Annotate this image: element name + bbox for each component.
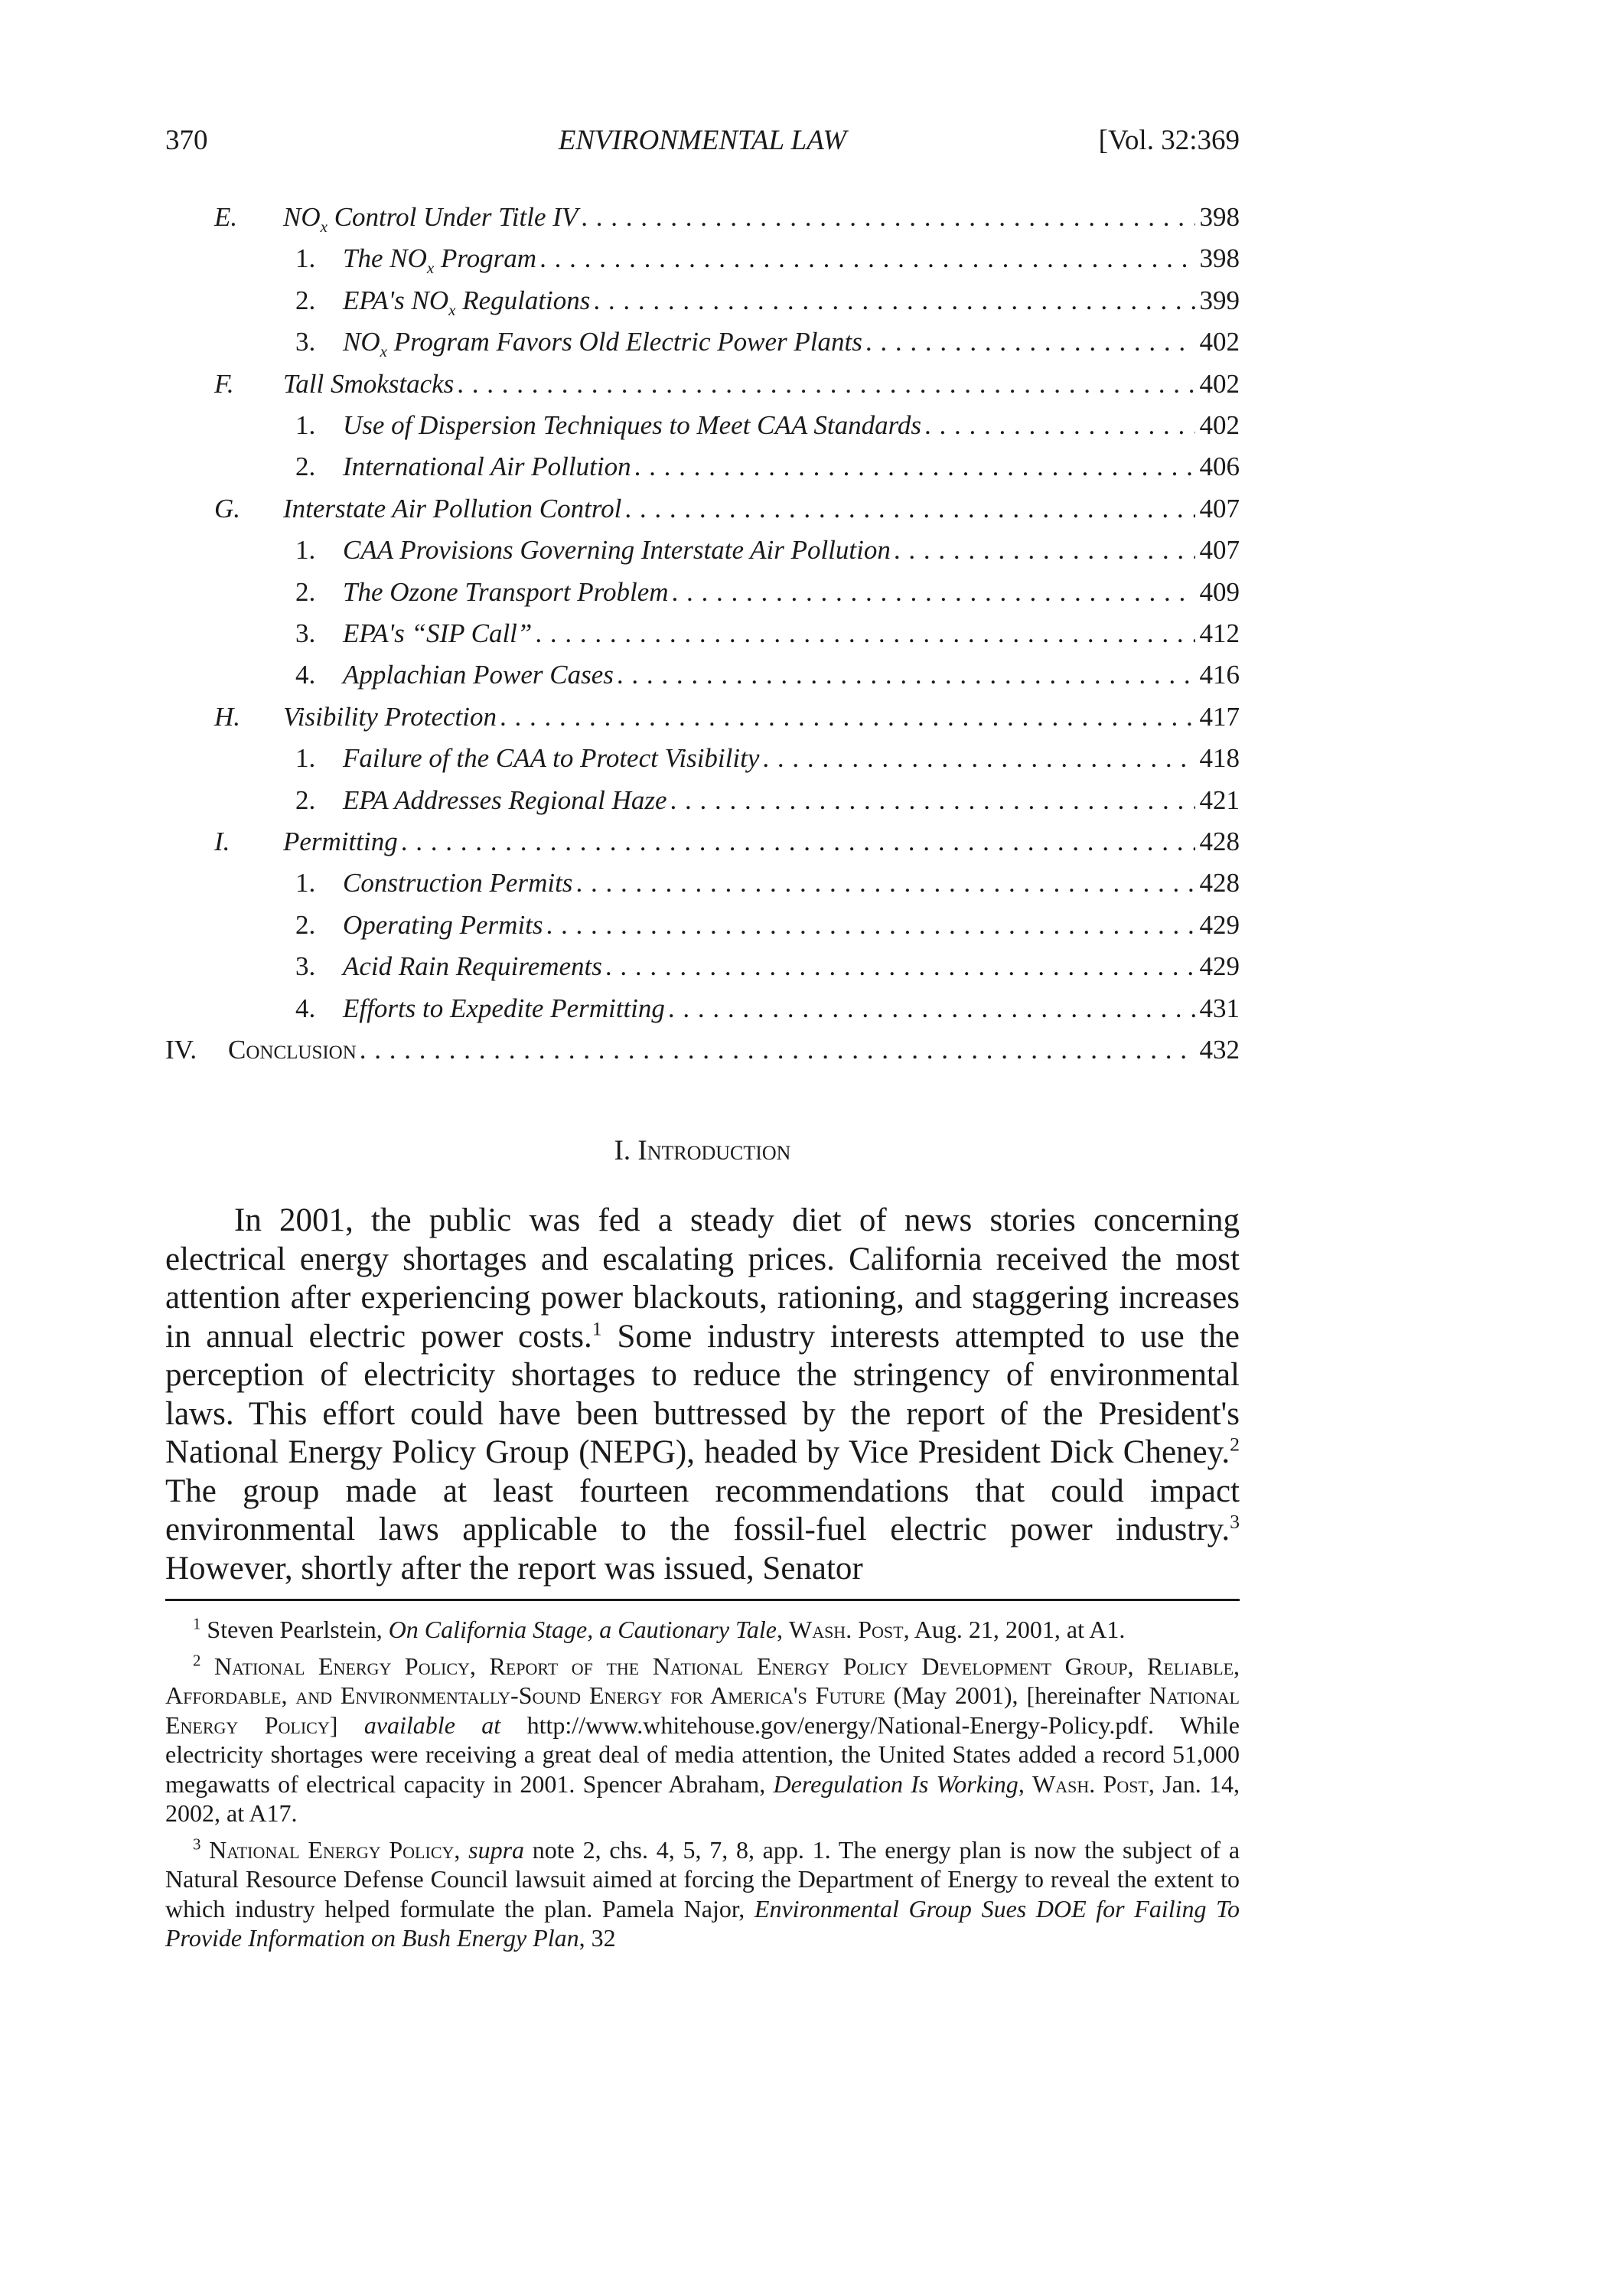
- toc-page-number: 402: [1199, 327, 1240, 357]
- toc-marker: 4.: [295, 993, 316, 1023]
- toc-entry: [165, 1035, 1240, 1076]
- footnotes: [165, 1615, 1240, 1960]
- toc-page-number: 398: [1199, 243, 1240, 274]
- footnote-number: 3: [193, 1835, 201, 1853]
- body-sentence: The group made at least fourteen recommendations that could impact environmental laws applicable to the fossil-fuel electric power industry.: [165, 1473, 1240, 1548]
- toc-entry: [165, 868, 1240, 909]
- body-sentence: In 2001, the public was fed a steady diet of news stories concerning electrical energy shortages and escalating prices. California received the most attention after experiencing power blackouts, rationing, and staggering increases in annual electric power costs.: [165, 1202, 1240, 1355]
- footnote-number: 2: [193, 1651, 201, 1669]
- toc-leader-dots: [865, 327, 1195, 357]
- toc-page-number: 409: [1199, 576, 1240, 607]
- toc-page-number: 432: [1199, 1035, 1240, 1065]
- footnote-text: Steven Pearlstein,: [207, 1616, 389, 1643]
- toc-leader-dots: [401, 827, 1195, 857]
- toc-marker: 2.: [295, 576, 316, 607]
- toc-title: Failure of the CAA to Protect Visibility: [343, 743, 760, 774]
- toc-page-number: 407: [1199, 535, 1240, 566]
- footnote-short-title: National Energy Policy: [209, 1835, 455, 1864]
- toc-page-number: 407: [1199, 493, 1240, 523]
- toc-entry: [165, 494, 1240, 535]
- toc-marker: 2.: [295, 909, 316, 940]
- toc-entry: [165, 910, 1240, 951]
- toc-page-number: 417: [1199, 701, 1240, 732]
- footnote-text: , 32: [578, 1924, 616, 1952]
- toc-leader-dots: [539, 243, 1194, 274]
- footnote-text: ,: [776, 1616, 789, 1643]
- footnote-signal: supra: [468, 1835, 525, 1864]
- toc-title: Use of Dispersion Techniques to Meet CAA Standards: [343, 410, 922, 440]
- toc-title: EPA Addresses Regional Haze: [343, 784, 667, 815]
- toc-leader-dots: [500, 702, 1195, 732]
- toc-marker: 3.: [295, 618, 316, 648]
- footnote-text: ,: [454, 1835, 469, 1864]
- toc-marker: H.: [214, 701, 241, 732]
- toc-title: Acid Rain Requirements: [343, 951, 602, 982]
- toc-title: Visibility Protection: [283, 701, 497, 732]
- toc-title: Interstate Air Pollution Control: [283, 493, 622, 523]
- toc-title: $NO_x$ Program Favors Old Electric Power Plants: [343, 327, 862, 361]
- footnote-text: ,: [1018, 1769, 1033, 1798]
- toc-marker: 2.: [295, 452, 316, 482]
- journal-title: ENVIRONMENTAL LAW: [558, 125, 847, 156]
- toc-marker: G.: [214, 493, 241, 523]
- toc-leader-dots: [668, 993, 1195, 1024]
- toc-leader-dots: [581, 202, 1194, 233]
- toc-title: The Ozone Transport Problem: [343, 576, 669, 607]
- toc-page-number: 402: [1199, 368, 1240, 399]
- toc-leader-dots: [575, 868, 1194, 899]
- toc-entry: [165, 369, 1240, 410]
- footnote-ref: 1: [592, 1317, 602, 1340]
- footnote-text: , Jan. 14, 2002, at A17.: [165, 1769, 1240, 1827]
- footnote-ref: 2: [1230, 1433, 1240, 1456]
- toc-marker: F.: [214, 368, 234, 399]
- page-number: 370: [165, 125, 208, 156]
- footnote-text: http://www.whitehouse.gov/energy/National-Energy-Policy.pdf. While electricity shortages were receiving a great deal of media attention, the United States added a record 51,000 megawatts of electrical capacity in 2001. Spencer Abraham,: [165, 1711, 1240, 1798]
- footnote-text: (May 2001), [hereinafter: [885, 1681, 1149, 1709]
- toc-entry: [165, 243, 1240, 285]
- toc-marker: 2.: [295, 285, 316, 315]
- toc-marker: 1.: [295, 743, 316, 774]
- footnote-article-title: Deregulation Is Working: [773, 1769, 1018, 1798]
- footnote-article-title: Environmental Group Sues DOE for Failing To Provide Information on Bush Energy Plan: [165, 1894, 1240, 1952]
- toc-title: EPA's $NO_x$ Regulations: [343, 285, 591, 319]
- body-paragraph: [165, 1202, 1240, 1588]
- toc-title: EPA's “SIP Call”: [343, 618, 533, 648]
- toc-entry: [165, 993, 1240, 1035]
- toc-entry: [165, 743, 1240, 784]
- toc-leader-dots: [924, 410, 1194, 441]
- toc-leader-dots: [360, 1035, 1195, 1065]
- toc-entry: [165, 327, 1240, 368]
- toc-title: Tall Smokstacks: [283, 368, 455, 399]
- toc-page-number: 412: [1199, 618, 1240, 648]
- toc-entry: [165, 285, 1240, 327]
- toc-leader-dots: [624, 494, 1194, 524]
- footnote-report-title: National Energy Policy, Report of the National Energy Policy Development Group, Reliable, Affordable, and Environmentally-Sound Energy for America's Future: [165, 1652, 1240, 1709]
- footnote-ref: 3: [1230, 1510, 1240, 1533]
- toc-title: Construction Permits: [343, 868, 573, 899]
- toc-leader-dots: [634, 452, 1195, 482]
- toc-entry: [165, 410, 1240, 452]
- toc-marker: 1.: [295, 410, 316, 440]
- footnote-2: [165, 1652, 1240, 1828]
- toc-title: Efforts to Expedite Permitting: [343, 993, 665, 1023]
- toc-leader-dots: [672, 577, 1195, 608]
- toc-page-number: 402: [1199, 410, 1240, 440]
- footnote-3: [165, 1835, 1240, 1953]
- toc-page-number: 399: [1199, 285, 1240, 315]
- toc-entry: [165, 660, 1240, 701]
- footnote-divider: [165, 1599, 1240, 1601]
- toc-title: Applachian Power Cases: [343, 660, 614, 690]
- toc-marker: 4.: [295, 660, 316, 690]
- toc-entry: [165, 618, 1240, 660]
- toc-marker: 1.: [295, 535, 316, 566]
- toc-leader-dots: [535, 618, 1194, 649]
- body-sentence: However, shortly after the report was issued, Senator: [165, 1550, 863, 1587]
- toc-entry: [165, 785, 1240, 827]
- body-sentence: Some industry interests attempted to use the perception of electricity shortages to reduce the stringency of environmental laws. This effort could have been buttressed by the report of the President's National Energy Policy Group (NEPG), headed by Vice President Dick Cheney.: [165, 1318, 1240, 1470]
- toc-leader-dots: [605, 951, 1195, 982]
- toc-marker: IV.: [165, 1035, 197, 1065]
- toc-title: The $NO_x$ Program: [343, 243, 537, 278]
- toc-page-number: 398: [1199, 202, 1240, 232]
- toc-page-number: 428: [1199, 868, 1240, 899]
- toc-entry: [165, 702, 1240, 743]
- toc-leader-dots: [762, 743, 1194, 774]
- footnote-short-title: National Energy Policy: [165, 1681, 1240, 1739]
- volume-citation: [Vol. 32:369: [1098, 125, 1240, 156]
- toc-title: $NO_x$ Control Under Title IV: [283, 202, 578, 236]
- toc-leader-dots: [546, 910, 1195, 941]
- toc-title: Permitting: [283, 827, 398, 856]
- toc-entry: [165, 452, 1240, 493]
- toc-marker: I.: [214, 827, 230, 856]
- section-heading: I. Introduction: [614, 1135, 791, 1166]
- toc-title: International Air Pollution: [343, 452, 631, 482]
- footnote-signal: available at: [363, 1711, 501, 1739]
- toc-title: Operating Permits: [343, 909, 543, 940]
- footnote-text: , Aug. 21, 2001, at A1.: [903, 1616, 1126, 1643]
- toc-marker: 3.: [295, 951, 316, 982]
- toc-leader-dots: [670, 785, 1195, 816]
- toc-title: CAA Provisions Governing Interstate Air Pollution: [343, 535, 891, 566]
- toc-entry: [165, 951, 1240, 993]
- toc-title: Conclusion: [228, 1035, 357, 1065]
- toc-marker: 3.: [295, 327, 316, 357]
- toc-page-number: 428: [1199, 827, 1240, 856]
- toc-leader-dots: [617, 660, 1195, 690]
- toc-leader-dots: [457, 369, 1194, 400]
- footnote-publication: Wash. Post: [1032, 1769, 1149, 1798]
- toc-leader-dots: [593, 285, 1194, 316]
- footnote-text: note 2, chs. 4, 5, 7, 8, app. 1. The energy plan is now the subject of a Natural Resource Defense Council lawsuit aimed at forcing the Department of Energy to reveal the extent to which industry helped formulate the plan. Pamela Najor,: [165, 1835, 1240, 1923]
- toc-marker: E.: [214, 202, 238, 232]
- toc-entry: [165, 202, 1240, 243]
- toc-page-number: 416: [1199, 660, 1240, 690]
- running-header: [165, 124, 1240, 170]
- footnote-1: [165, 1615, 1240, 1645]
- toc-page-number: 429: [1199, 909, 1240, 940]
- toc-leader-dots: [894, 535, 1195, 566]
- toc-marker: 1.: [295, 868, 316, 899]
- toc-entry: [165, 577, 1240, 618]
- toc-page-number: 431: [1199, 993, 1240, 1023]
- toc-page-number: 418: [1199, 743, 1240, 774]
- toc-marker: 1.: [295, 243, 316, 274]
- footnote-number: 1: [193, 1615, 201, 1633]
- footnote-article-title: On California Stage, a Cautionary Tale: [388, 1616, 777, 1643]
- footnote-text: ]: [329, 1711, 364, 1739]
- footnote-publication: Wash. Post: [788, 1616, 904, 1643]
- toc-entry: [165, 827, 1240, 868]
- toc-entry: [165, 535, 1240, 576]
- toc-marker: 2.: [295, 784, 316, 815]
- toc-page-number: 421: [1199, 784, 1240, 815]
- toc-page-number: 429: [1199, 951, 1240, 982]
- toc-page-number: 406: [1199, 452, 1240, 482]
